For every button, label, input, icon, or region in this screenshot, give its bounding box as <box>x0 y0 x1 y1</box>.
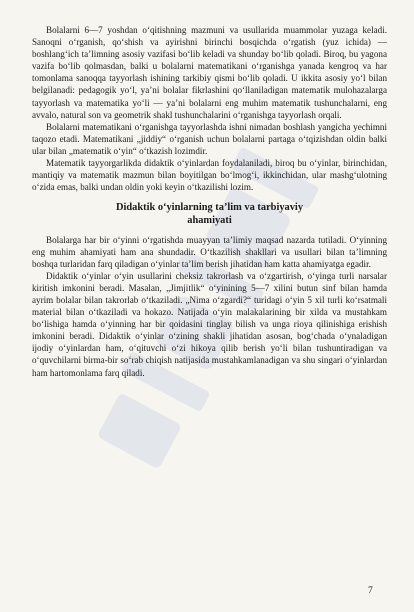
paragraph: Bolalarga har bir o‘yinni o‘rgatishda muayyan ta’limiy maqsad nazarda tutiladi. O‘yinning eng muhim ahamiyati ham ana shundadir. O‘tkazilish shakllari va usullari bilan ta’limning boshqa turlaridan farq qiladigan o‘yinlar ta’lim berish jihatidan ham katta ahamiyatga egadir. <box>32 234 387 269</box>
section-heading-line: ahamiyati <box>187 214 232 226</box>
section-heading-line: Didaktik o‘yinlarning ta’lim va tarbiyaviy <box>115 202 304 214</box>
paragraph: Bolalarni matematikani o‘rganishga tayyorlashda ishni nimadan boshlash yangicha yechimni taqozo etadi. Matematikani „jiddiy“ o‘rganish uchun bolalarni partaga o‘tqizishdan oldin balki ular bilan „matematik o‘yin“ o‘tkazish lozimdir. <box>32 121 387 156</box>
paragraph: Matematik tayyorgarlikda didaktik o‘yinlardan foydalaniladi, biroq bu o‘yinlar, birinchidan, mantiqiy va matematik mazmun bilan boyitilgan bo‘lmog‘i, ikkinchidan, ular mashg‘ulotning o‘zida emas, balki undan oldin yoki keyin o‘tkazilishi lozim. <box>32 158 387 193</box>
paragraph: Didaktik o‘yinlar o‘yin usullarini cheksiz takrorlash va o‘zgartirish, o‘yinga turli narsalar kiritish imkonini beradi. Masalan, „Jimjitlik“ o‘yinining 5—7 xilini butun sinf bilan hamda ayrim bolalar bilan takrorlab o‘tkaziladi. „Nima o‘zgardi?“ turidagi o‘yin 5 xil turli ko‘rsatmali material bilan o‘tkaziladi va hokazo. Natijada o‘yin malakalarining bir xilda va mustahkam bo‘lishiga hamda o‘yinning har bir qoidasini tinglay bilish va unga rioya qilinishiga erishish imkonini beradi. Didaktik o‘yinlar o‘zining shakli jihatidan asosan, bog‘chada o‘ynaladigan ijodiy o‘yinlardan ham, o‘qituvchi o‘zi hikoya qilib berish yo‘li bilan tushuntiradigan va o‘quvchilarni birma-bir so‘rab chiqish natijasida mustahkamlanadigan va shu singari o‘yinlardan ham hartomonlama farq qiladi. <box>32 270 387 378</box>
paragraph: Bolalarni 6—7 yoshdan o‘qitishning mazmuni va usullarida muammolar yuzaga keladi. Sanoqni o‘rganish, qo‘shish va ayirishni birinchi bosqichda o‘rgatish (yuz ichida) — boshlang‘ich ta’limning asosiy vazifasi bo‘lib keladi va shunday bo‘lib qoladi. Biroq, bu yagona vazifa bo‘lib qolmasdan, balki u bolalarni matematikani o‘rganishga yanada kengroq va har tomonlama sanoqqa tayyorlash ishining tarkibiy qismi bo‘lib qoladi. U ikkita asosiy yo‘l bilan belgilanadi: pedagogik yo‘l, ya’ni bolalar fikrlashini qo‘llaniladigan matematik mulohazalarga tayyorlash va matematika yo‘li — ya’ni bolalarni eng muhim matematik tushunchalarni, eng avvalo, natural son va geometrik shakl tushunchalarini o‘rganishga tayyorlash orqali. <box>32 25 387 120</box>
document-body <box>32 24 387 379</box>
page-number: 7 <box>368 586 373 596</box>
section-heading <box>32 202 387 227</box>
